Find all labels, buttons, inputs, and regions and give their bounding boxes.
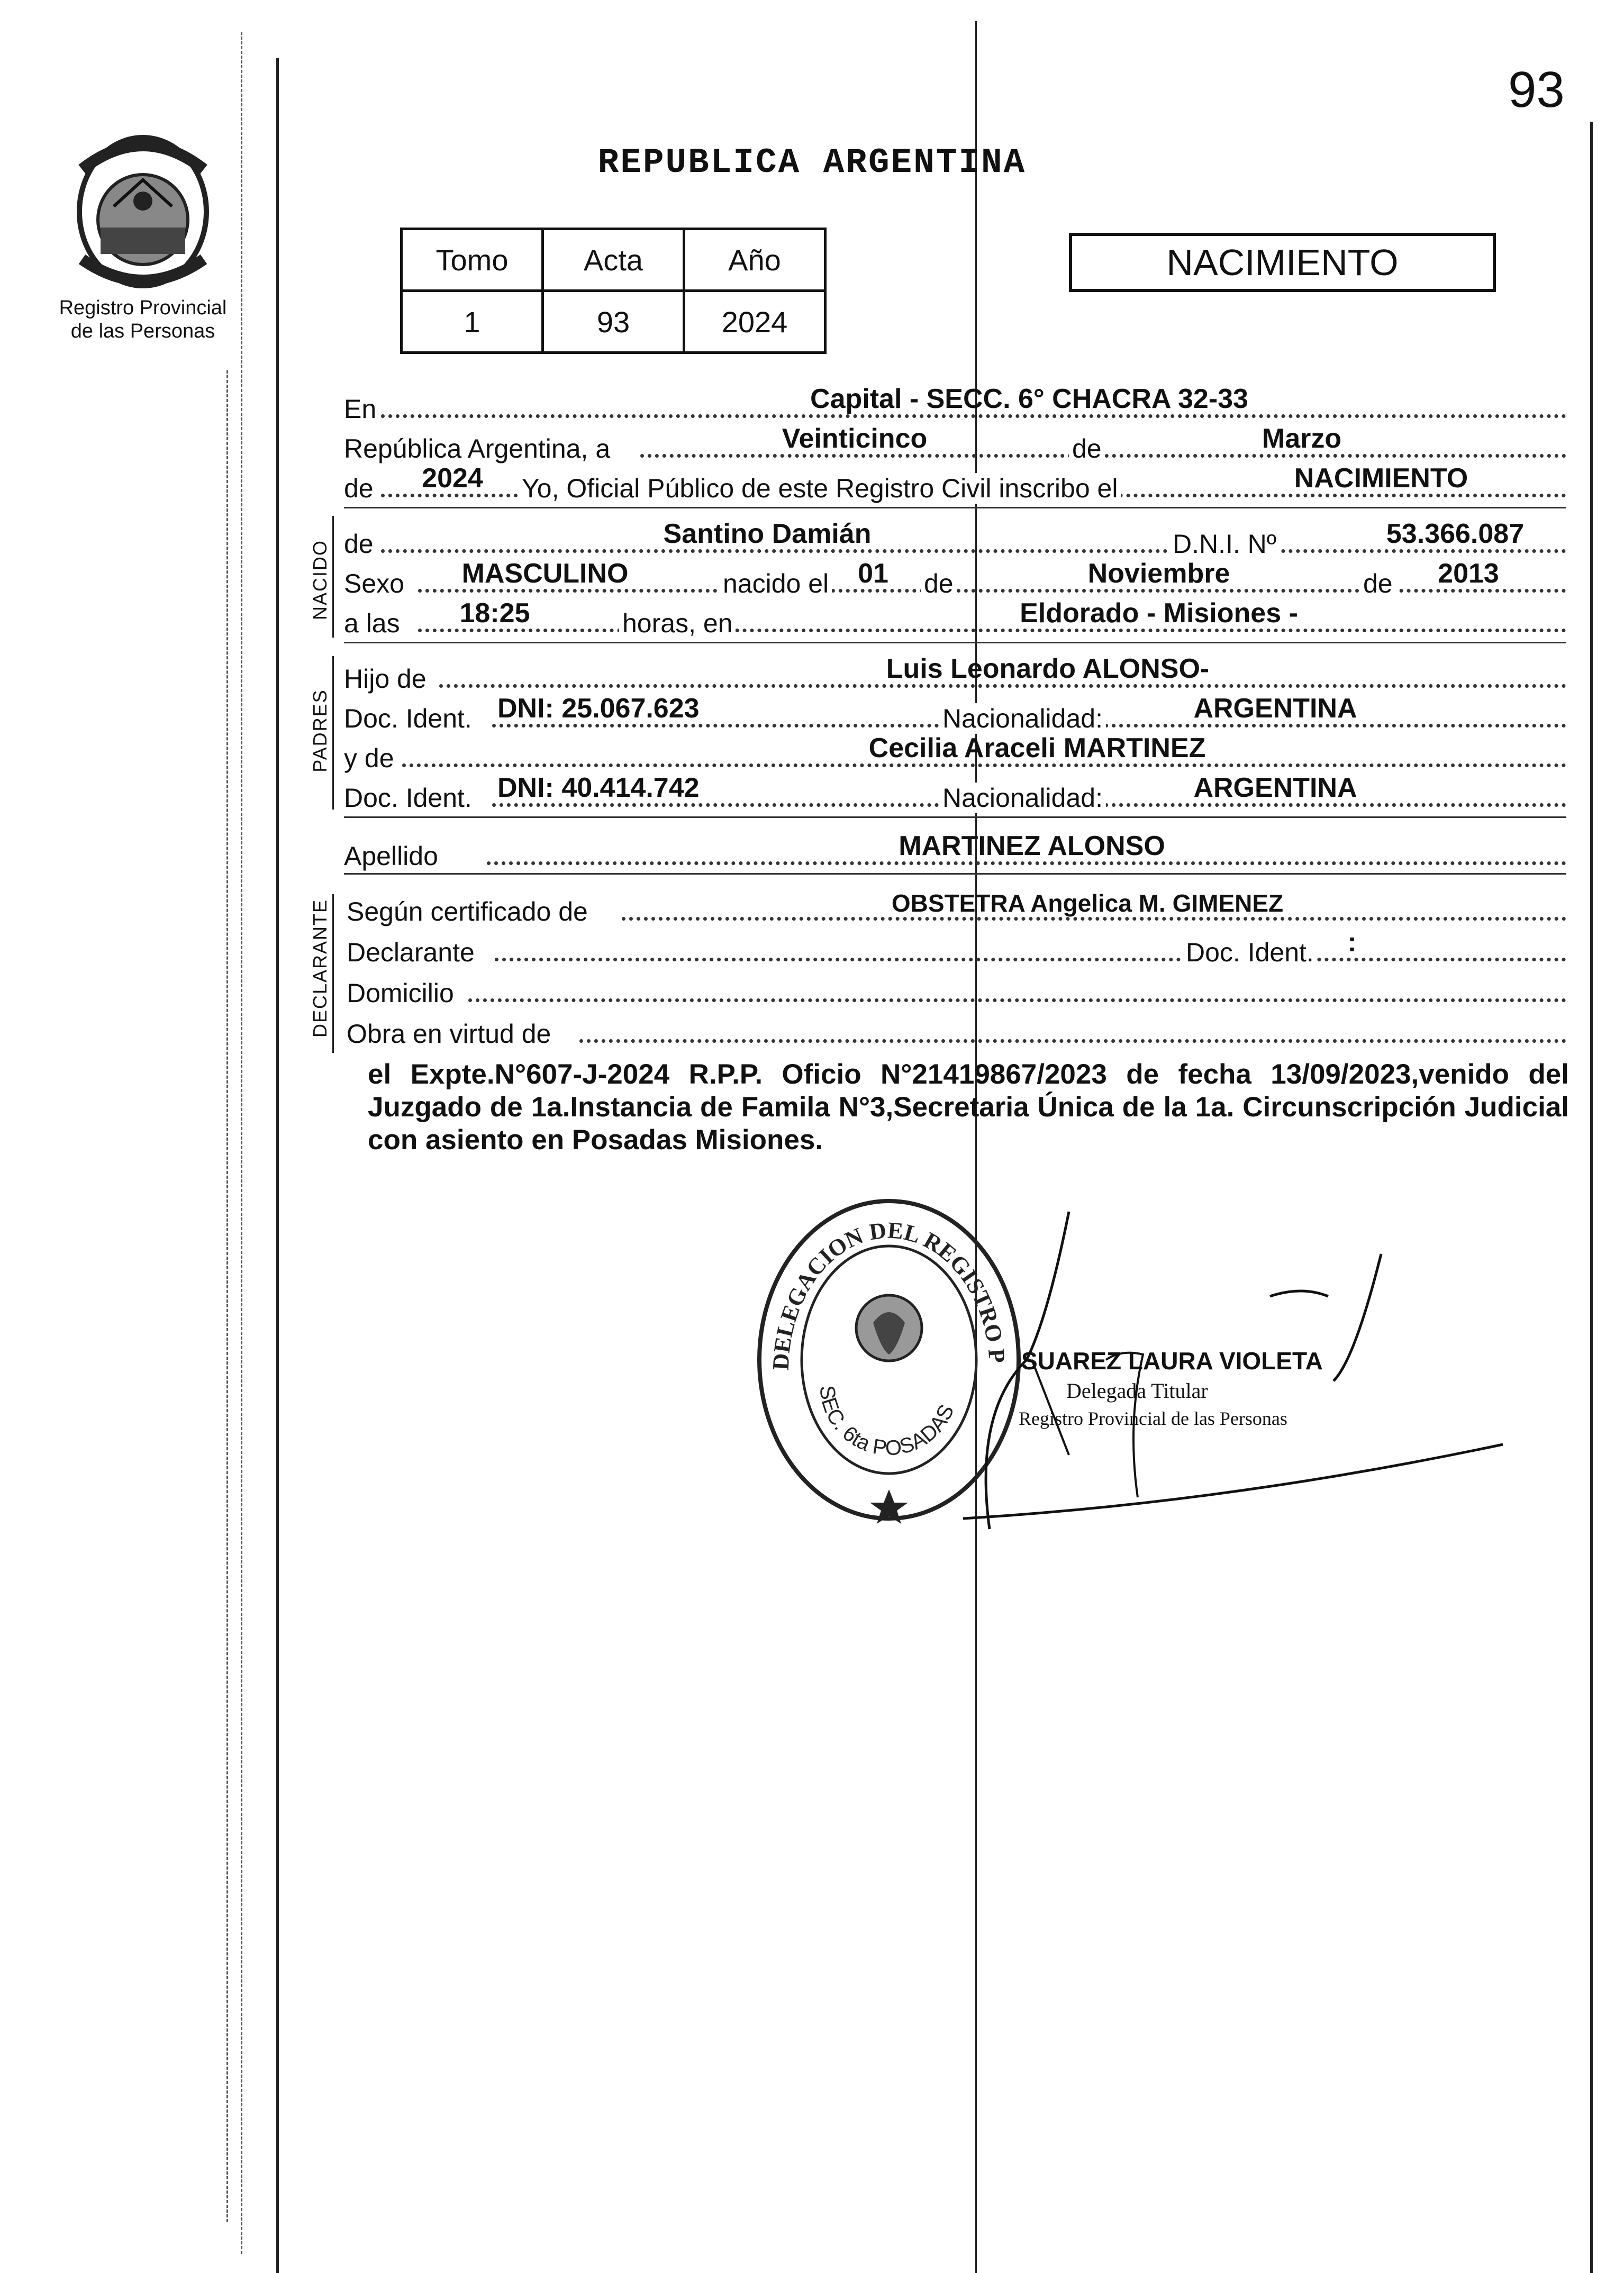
header-tomo: Tomo: [402, 229, 543, 291]
value-nombre: Santino Damián: [663, 519, 872, 549]
label-domicilio: Domicilio: [347, 978, 457, 1008]
value-decl-doc: :: [1347, 927, 1357, 958]
label-segun: Según certificado de: [347, 896, 591, 927]
value-month: Marzo: [1262, 423, 1342, 454]
value-lugar-nacimiento: Eldorado - Misiones -: [1020, 598, 1298, 629]
label-hijo-de: Hijo de: [344, 663, 430, 694]
value-birth-day: 01: [858, 558, 888, 589]
row-hora: [344, 598, 1566, 643]
value-hora: 18:25: [459, 598, 530, 629]
oficial-text: Yo, Oficial Público de este Registro Civil inscribo el: [519, 473, 1121, 504]
side-label-padres: PADRES: [309, 689, 331, 772]
row-padre-doc: [344, 693, 1566, 738]
label-de: de: [1069, 433, 1105, 464]
value-apellido: MARTINEZ ALONSO: [899, 831, 1165, 861]
value-tomo: 1: [402, 291, 543, 353]
value-birth-year: 2013: [1438, 558, 1499, 589]
record-type-box: NACIMIENTO: [1069, 233, 1496, 292]
row-sexo: [344, 558, 1566, 603]
label-doc-ident-madre: Doc. Ident.: [344, 783, 475, 813]
left-border-line: [276, 58, 279, 2273]
value-segun: OBSTETRA Angelica M. GIMENEZ: [891, 889, 1284, 917]
row-segun: [347, 889, 1566, 931]
country-title: REPUBLICA ARGENTINA: [597, 143, 1027, 183]
row-apellido: [344, 833, 1566, 876]
label-y-de: y de: [344, 743, 397, 774]
signer-name: SUAREZ LAURA VIOLETA: [1021, 1347, 1323, 1375]
stamp-outer-text: DELEGACION DEL REGISTRO P: [767, 1217, 1010, 1371]
value-madre-doc: DNI: 40.414.742: [497, 772, 700, 803]
label-year-de: de: [344, 473, 377, 504]
value-dni: 53.366.087: [1386, 519, 1525, 549]
value-ano: 2024: [684, 291, 825, 353]
label-sexo: Sexo: [344, 568, 407, 599]
label-nacionalidad-padre: Nacionalidad:: [939, 703, 1106, 734]
row-en: [344, 386, 1566, 429]
stamp-inner-text: SEC. 6ta POSADAS: [815, 1384, 959, 1460]
value-padre: Luis Leonardo ALONSO-: [886, 653, 1210, 684]
registry-line-2: de las Personas: [70, 320, 215, 342]
resolution-text: el Expte.N°607-J-2024 R.P.P. Oficio N°21419867/2023 de fecha 13/09/2023,venido del Juzgado de 1a.Instancia de Famila N°3,Secretaria Única de la 1a. Circunscripción Judicial con asiento en Posadas Misiones.: [368, 1059, 1569, 1156]
label-obra: Obra en virtud de: [347, 1019, 554, 1049]
value-padre-doc: DNI: 25.067.623: [497, 693, 700, 724]
label-declarante: Declarante: [347, 937, 478, 968]
label-en: En: [344, 394, 379, 424]
row-nombre: [344, 521, 1566, 563]
header-ano: Año: [684, 229, 825, 291]
signer-organization: Registro Provincial de las Personas: [1019, 1408, 1287, 1429]
label-nacido-de: de: [344, 529, 377, 559]
value-lugar-registro: Capital - SECC. 6° CHACRA 32-33: [810, 384, 1248, 414]
value-inscribe: NACIMIENTO: [1294, 463, 1468, 494]
row-obra: [347, 1011, 1566, 1053]
value-padre-nac: ARGENTINA: [1193, 693, 1357, 724]
value-madre: Cecilia Araceli MARTINEZ: [868, 733, 1206, 763]
label-nacido-el: nacido el: [720, 568, 832, 599]
page-number: 93: [1508, 61, 1565, 118]
value-madre-nac: ARGENTINA: [1193, 772, 1357, 803]
row-declarante: [347, 927, 1566, 972]
label-decl-doc: Doc. Ident.: [1183, 937, 1317, 968]
label-republica: República Argentina, a: [344, 433, 613, 464]
signer-role: Delegada Titular: [1066, 1379, 1208, 1403]
row-fecha: [344, 423, 1566, 468]
value-acta: 93: [543, 291, 684, 353]
value-year: 2024: [422, 463, 483, 494]
label-doc-ident-padre: Doc. Ident.: [344, 703, 475, 734]
label-horas-en: horas, en: [619, 608, 736, 639]
registry-line-1: Registro Provincial: [59, 297, 227, 319]
margin-dashed-line: [241, 32, 242, 2254]
label-nacionalidad-madre: Nacionalidad:: [939, 783, 1106, 813]
margin-dashed-line-2: [226, 370, 228, 2222]
label-apellido: Apellido: [344, 841, 441, 871]
header-acta: Acta: [543, 229, 684, 291]
row-madre-doc: [344, 772, 1566, 817]
right-border-line: [1590, 122, 1593, 2273]
row-oficial: [344, 463, 1566, 508]
label-birth-de-1: de: [921, 568, 957, 599]
record-table: [400, 228, 827, 354]
label-birth-de-2: de: [1360, 568, 1396, 599]
value-birth-month: Noviembre: [1087, 558, 1230, 589]
row-madre: [344, 735, 1566, 778]
row-domicilio: [347, 970, 1566, 1013]
registry-name: [50, 296, 235, 343]
value-sexo: MASCULINO: [461, 558, 629, 589]
side-label-nacido: NACIDO: [309, 540, 331, 621]
svg-text:SEC. 6ta POSADAS: [815, 1384, 958, 1460]
side-label-declarante: DECLARANTE: [309, 898, 331, 1038]
label-a-las: a las: [344, 608, 403, 639]
value-day: Veinticinco: [782, 423, 928, 454]
label-dni: D.N.I. Nº: [1169, 529, 1280, 559]
row-padre: [344, 653, 1566, 698]
